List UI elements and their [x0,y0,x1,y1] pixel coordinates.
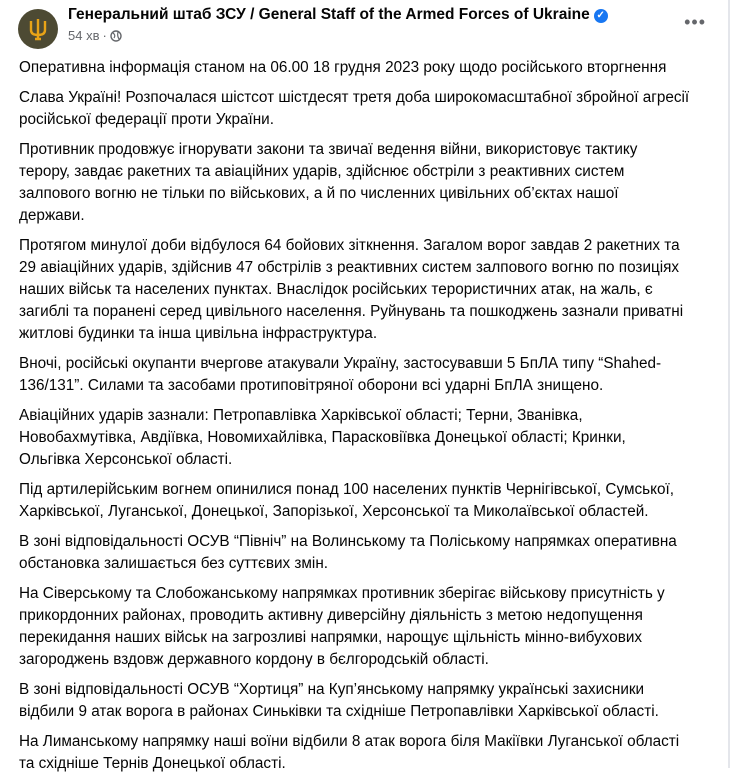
post-paragraph [19,235,719,345]
post-paragraph [19,679,719,723]
post-paragraph [19,405,719,471]
paragraph-line: В зоні відповідальності ОСУВ “Північ” на Волинському та Поліському напрямках оперативна [19,533,677,550]
paragraph-line: залпового вогню не тільки по військових, а й по численних цивільних об’єктах нашої [19,185,619,202]
post-paragraph [19,353,719,397]
paragraph-line: російської федерації проти України. [19,111,274,128]
trident-icon [28,17,48,41]
paragraph-line: прикордонних районах, проводить активну диверсійну діяльність з метою недопущення [19,607,643,624]
post-paragraph [19,731,719,775]
paragraph-line: Протягом минулої доби відбулося 64 бойових зіткнення. Загалом ворог завдав 2 ракетних та [19,237,680,254]
post-paragraph [19,531,719,575]
meta-separator: · [102,28,107,43]
paragraph-line: Новобахмутівка, Авдіївка, Новомихайлівка, Парасковіївка Донецької області; Кринки, [19,429,626,446]
paragraph-line: На Лиманському напрямку наші воїни відбили 8 атак ворога біля Макіївки Луганської області [19,733,680,750]
post-text [19,57,719,783]
paragraph-line: житлові будинки та інша цивільна інфраструктура. [19,325,378,342]
author-link[interactable]: Генеральний штаб ЗСУ / General Staff of the Armed Forces of Ukraine [68,6,590,23]
post-paragraph [19,57,719,79]
post-paragraph [19,139,719,227]
paragraph-line: Слава Україні! Розпочалася шістсот шістдесят третя доба широкомасштабної збройної агресії [19,89,690,106]
paragraph-line: Ольгівка Херсонської області. [19,451,233,468]
paragraph-line: обстановка залишається без суттєвих змін. [19,555,329,572]
post-time[interactable]: 54 хв [68,28,100,43]
paragraph-line: перекидання наших військ на загрозливі напрямки, нарощує щільність мінно-вибухових [19,629,643,646]
paragraph-line: 29 авіаційних ударів, здійснив 47 обстрілів з реактивних систем залпового вогню по позиціях [19,259,680,276]
post-paragraph [19,479,719,523]
paragraph-line: Оперативна інформація станом на 06.00 18 грудня 2023 року щодо російського вторгнення [19,59,667,76]
paragraph-line: Під артилерійським вогнем опинилися понад 100 населених пунктів Чернігівської, Сумської, [19,481,674,498]
paragraph-line: Авіаційних ударів зазнали: Петропавлівка Харківської області; Терни, Званівка, [19,407,583,424]
avatar[interactable] [18,9,58,49]
globe-icon [110,30,122,42]
post-meta [68,28,122,43]
post-paragraph [19,87,719,131]
paragraph-line: На Сіверському та Слобожанському напрямках противник зберігає військову присутність у [19,585,665,602]
paragraph-line: Вночі, російські окупанти вчергове атакували Україну, застосувавши 5 БпЛА типу “Shahed- [19,355,662,372]
more-options-button[interactable]: ••• [684,12,706,32]
paragraph-line: загороджень вздовж державного кордону в бєлгородській області. [19,651,489,668]
paragraph-line: 136/131”. Силами та засобами протиповітряної оборони всі ударні БпЛА знищено. [19,377,604,394]
paragraph-line: В зоні відповідальності ОСУВ “Хортиця” на Куп’янському напрямку українські захисники [19,681,645,698]
author-name[interactable] [68,6,608,24]
paragraph-line: терору, завдає ракетних та авіаційних ударів, здійснює обстріли з реактивних систем [19,163,625,180]
paragraph-line: Противник продовжує ігнорувати закони та звичаї ведення війни, використовує тактику [19,141,638,158]
paragraph-line: загиблі та поранені серед цивільного населення. Руйнувань та пошкоджень зазнали приватні [19,303,684,320]
paragraph-line: та східніше Тернів Донецької області. [19,755,286,772]
paragraph-line: Харківської, Луганської, Донецької, Запорізької, Херсонської та Миколаївської областей. [19,503,649,520]
verified-badge-icon: ✓ [594,9,608,23]
paragraph-line: відбили 9 атак ворога в районах Синьківки та східніше Петропавлівки Харківської області. [19,703,659,720]
paragraph-line: держави. [19,207,85,224]
paragraph-line: наших військ та населених пунктах. Внаслідок російських терористичних атак, на жаль, є [19,281,653,298]
post-paragraph [19,583,719,671]
